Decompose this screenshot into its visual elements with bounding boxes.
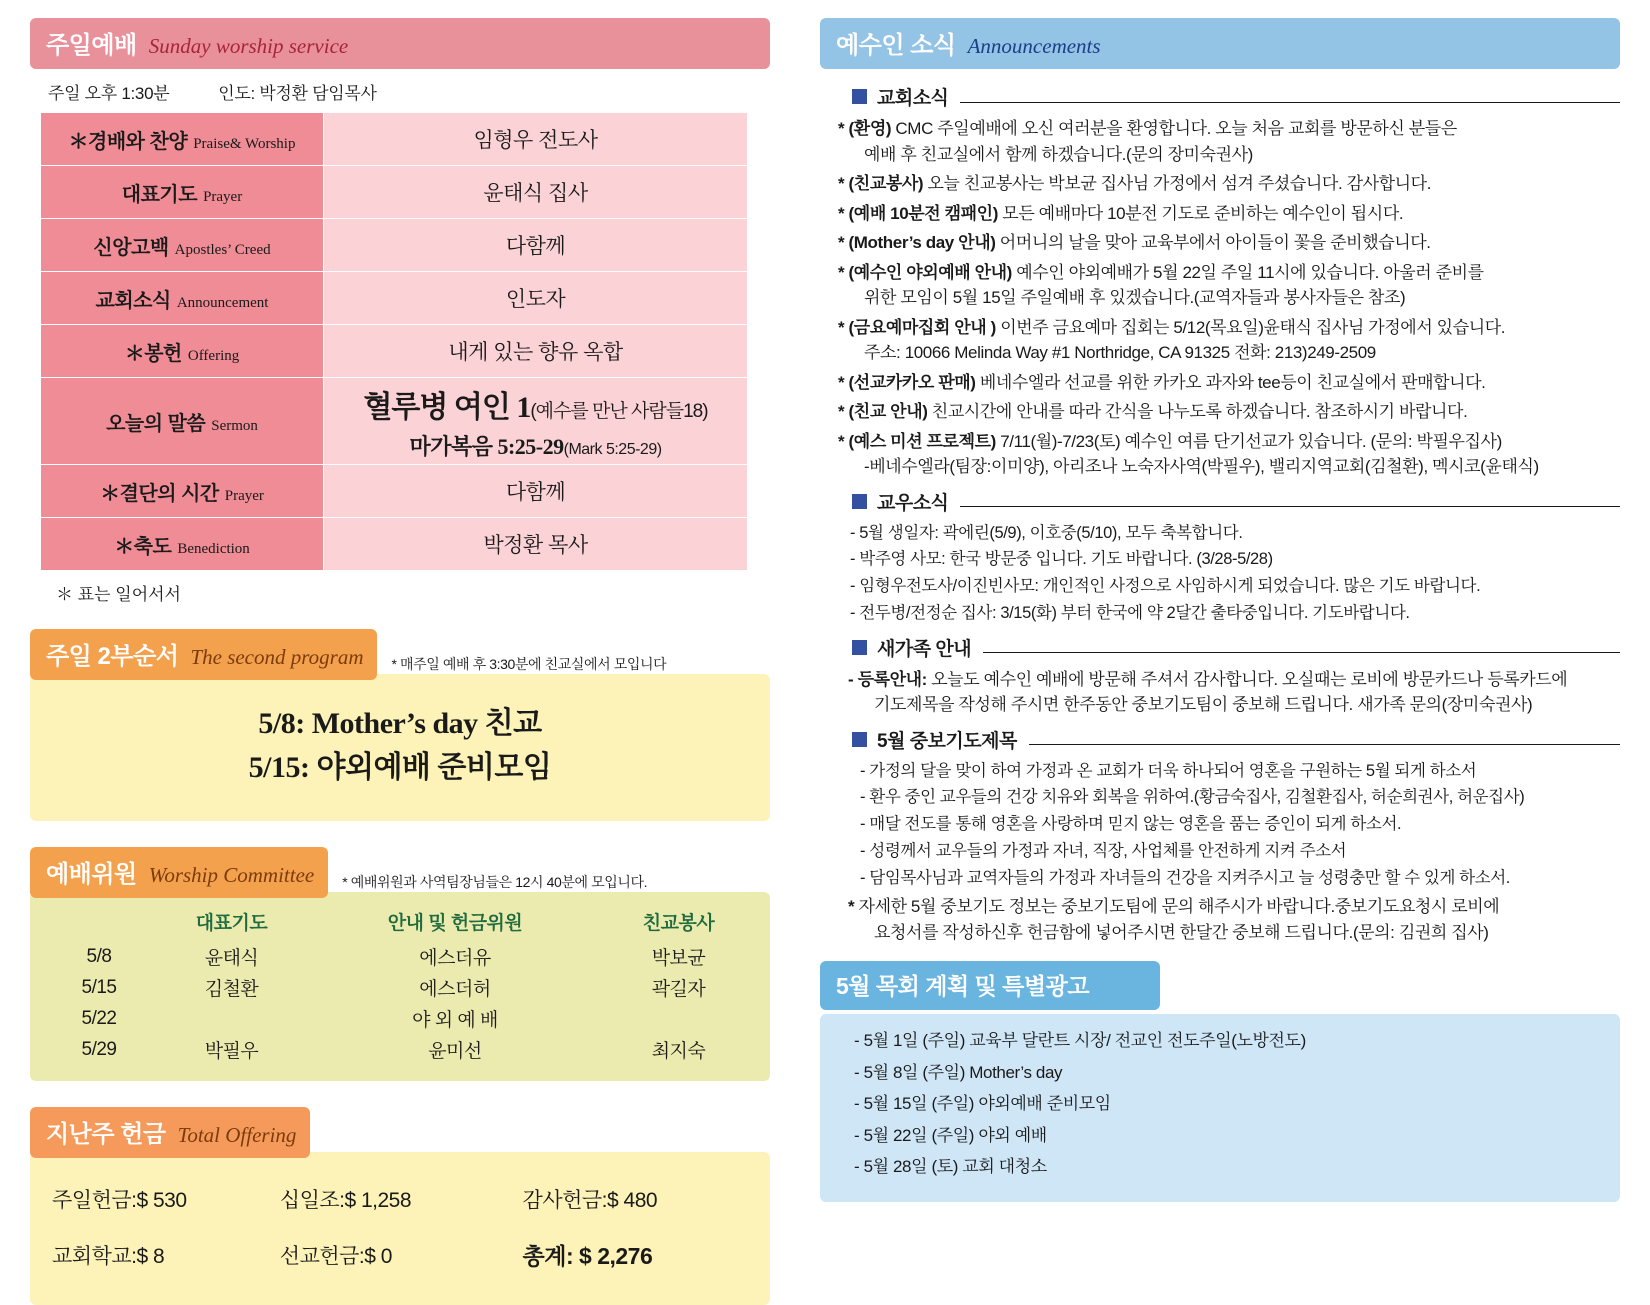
offering-table [52,1172,748,1283]
offering-title-ko: 지난주 헌금 [46,1121,166,1148]
list-item [848,894,1620,945]
list-item [848,667,1620,718]
label-en: Offering [187,347,240,364]
bullet-square-icon [852,732,867,747]
group-heading-text: 새가족 안내 [877,638,972,660]
item-label: * (예수인 야외예배 안내) [838,262,1012,282]
sermon-reference [324,430,747,461]
second-program-note: * 매주일 예배 후 3:30분에 친교실에서 모입니다 [391,656,667,672]
item-label: - 등록안내: [848,669,927,689]
sermon-title-main: 혈루병 여인 1 [363,390,531,424]
item-text: 어머니의 날을 맞아 교육부에서 아이들이 꽃을 준비했습니다. [995,233,1431,252]
committee-title-en: Worship Committee [148,863,315,887]
committee-box [30,892,770,1081]
label-ko: 신앙고백 [93,236,169,259]
group-heading [852,726,1620,753]
list-item [838,399,1620,425]
worship-title-ko: 주일예배 [46,32,137,59]
worship-time: 주일 오후 1:30분 [48,84,170,103]
heading-rule [960,495,1620,507]
table-row [41,272,748,325]
committee-note: * 예배위원과 사역팀장님들은 12시 40분에 모입니다. [342,874,648,890]
bullet-square-icon [852,89,867,104]
worship-row-label [41,518,324,571]
announcements-title-ko: 예수인 소식 [836,32,956,59]
worship-row-label [41,113,324,166]
item-text: 오늘도 예수인 예배에 방문해 주셔서 감사합니다. 오실때는 로비에 방문카드나 등록카드에 [926,669,1568,689]
item-cont: 위한 모임이 5월 15일 주일예배 후 있겠습니다.(교역자들과 봉사자들은 참조) [864,288,1406,307]
table-row [41,166,748,219]
worship-row-value: 임형우 전도사 [324,113,748,166]
offering-total: 총계: $ 2,276 [522,1243,653,1269]
item-label: * (친교 안내) [838,402,928,421]
label-ko: ＊결단의 시간 [100,482,219,505]
item-cont: 예배 후 친교실에서 함께 하겠습니다.(문의 장미숙권사) [864,144,1253,164]
group-church-news [834,83,1620,480]
group-heading-text: 교회소식 [877,88,949,109]
sermon-title-series: (예수를 만난 사람들18) [530,400,708,422]
second-program-title-en: The second program [190,645,364,669]
committee-cell-date: 5/15 [81,976,117,998]
item-text: 오늘 친교봉사는 박보균 집사님 가정에서 섬겨 주셨습니다. 감사합니다. [923,174,1432,193]
table-row [41,518,748,571]
announcements-title-en: Announcements [967,34,1101,58]
list-item: - 성령께서 교우들의 가정과 자녀, 직장, 사업체를 안전하게 지켜 주소서 [860,841,1347,860]
may-plan-box [820,1014,1620,1202]
item-label: * (환영) [838,119,892,138]
worship-title-en: Sunday worship service [148,34,349,58]
list-item [838,230,1620,256]
committee-header [30,847,770,898]
group-heading [852,83,1620,110]
item-label: * (예스 미션 프로젝트) [838,431,996,451]
second-program-section [30,629,770,821]
sermon-value [324,378,748,465]
worship-row-value: 내게 있는 향유 옥합 [324,325,748,378]
table-row [44,941,756,972]
list-item: - 담임목사님과 교역자들의 가정과 자녀들의 건강을 지켜주시고 늘 성령충만 할 수 있게 하소서. [860,868,1510,887]
committee-cell-fellowship: 최지숙 [651,1041,706,1062]
worship-row-value: 다함께 [324,219,748,272]
table-row [41,219,748,272]
bullet-square-icon [852,640,867,655]
item-cont: 주소: 10066 Melinda Way #1 Northridge, CA 91325 전화: 213)249-2509 [864,343,1376,362]
worship-row-value: 윤태식 집사 [324,166,748,219]
list-item: - 5월 생일자: 곽에린(5/9), 이호중(5/10), 모두 축복합니다. [850,523,1243,542]
committee-col-date [44,904,154,941]
offering-section [30,1107,770,1305]
left-column [30,18,770,1305]
item-text: CMC 주일예배에 오신 여러분을 환영합니다. 오늘 처음 교회를 방문하신 분들은 [891,119,1457,138]
worship-section-header [30,18,770,69]
list-item [838,260,1620,311]
list-item [838,171,1620,197]
label-en: Announcement [176,294,269,311]
item-cont: -베네수엘라(팀장:이미양), 아리조나 노숙자사역(박필우), 밸리지역교회(김철환), 멕시코(윤태식) [864,457,1539,476]
committee-cell-usher: 에스더유 [419,948,491,969]
list-item [838,201,1620,227]
item-text: 예수인 야외예배가 5월 22일 주일 11시에 있습니다. 아울러 준비를 [1011,262,1484,282]
committee-cell-prayer: 박필우 [204,1041,259,1062]
table-row [52,1226,748,1283]
list-item: - 5월 28일 (토) 교회 대청소 [854,1157,1047,1177]
label-ko: ＊경배와 찬양 [68,130,188,153]
committee-header-row [44,904,756,941]
committee-cell-usher: 에스더허 [419,979,491,1000]
worship-row-label [41,325,324,378]
item-text: 친교시간에 안내를 따라 간식을 나누도록 하겠습니다. 참조하시기 바랍니다. [927,402,1468,421]
list-item: - 5월 8일 (주일) Mother’s day [854,1062,1063,1082]
committee-title-ko: 예배위원 [46,861,137,888]
second-program-lines [48,690,752,803]
announcements-body [834,83,1620,945]
label-ko: ＊봉헌 [124,342,182,365]
worship-subline [48,79,770,104]
heading-rule [983,641,1620,653]
list-item: - 5월 1일 (주일) 교육부 달란트 시장/ 전교인 전도주일(노방전도) [854,1031,1306,1051]
worship-row-value: 다함께 [324,465,748,518]
item-text: 7/11(월)-7/23(토) 예수인 여름 단기선교가 있습니다. (문의: 박필우집사) [995,431,1502,451]
heading-rule [1029,733,1620,745]
committee-col-prayer: 대표기도 [195,913,268,934]
item-label: * (Mother’s day 안내) [838,233,996,252]
item-text: 자세한 5월 중보기도 정보는 중보기도팀에 문의 해주시가 바랍니다.중보기도요청시 로비에 [854,897,1500,917]
item-label: * (친교봉사) [838,174,924,193]
table-row-sermon [41,378,748,465]
group-member-news [834,488,1620,626]
worship-row-label [41,166,324,219]
committee-section [30,847,770,1081]
committee-cell-fellowship: 곽길자 [651,979,706,1000]
list-item [838,370,1620,396]
second-program-box [30,674,770,821]
label-en: Apostles’ Creed [174,241,271,258]
committee-table [44,904,756,1065]
may-plan-title: 5월 목회 계획 및 특별광고 [836,973,1090,1000]
worship-order-table [40,112,748,571]
group-prayer-topics [834,726,1620,946]
label-ko: 대표기도 [121,183,198,206]
item-cont: 요청서를 작성하신후 헌금함에 넣어주시면 한달간 중보해 드립니다.(문의: 김권희 집사) [874,922,1489,942]
list-item: - 가정의 달을 맞이 하여 가정과 온 교회가 더욱 하나되어 영혼을 구원하는 5월 되게 하소서 [860,761,1477,780]
committee-cell-date: 5/8 [86,945,112,967]
table-row [44,972,756,1003]
table-row [41,325,748,378]
list-item: - 매달 전도를 통해 영혼을 사랑하며 믿지 않는 영혼을 품는 증인이 되게 하소서. [860,815,1402,833]
list-item [838,315,1620,366]
committee-cell-date: 5/29 [81,1038,117,1060]
table-row [41,113,748,166]
table-row [52,1172,748,1226]
label-en: Prayer [203,188,243,205]
list-item [838,429,1620,480]
list-item: - 5월 22일 (주일) 야외 예배 [854,1125,1047,1145]
may-plan-section [820,961,1620,1202]
table-row [41,465,748,518]
committee-cell-usher: 윤미선 [428,1041,482,1062]
worship-row-label [41,272,324,325]
offering-header [30,1107,770,1158]
item-label: * (선교카카오 판매) [838,372,976,392]
label-en: Prayer [224,487,264,504]
committee-cell-prayer: 김철환 [204,979,259,1000]
second-program-line-1: 5/8: Mother’s day 친교 [258,707,542,740]
group-heading [852,488,1620,515]
offering-cell: 십일조:$ 1,258 [279,1189,412,1212]
item-label: * [848,897,855,917]
may-plan-header [820,961,1160,1010]
right-column [820,18,1620,1202]
item-label: * (예배 10분전 캠패인) [838,203,998,223]
item-text: 베네수엘라 선교를 위한 카카오 과자와 tee등이 친교실에서 판매합니다. [975,372,1486,392]
item-text: 모든 예배마다 10분전 기도로 준비하는 예수인이 됩시다. [997,203,1404,223]
offering-cell: 주일헌금:$ 530 [52,1189,187,1212]
item-cont: 기도제목을 작성해 주시면 한주동안 중보기도팀이 중보해 드립니다. 새가족 문의(장미숙권사) [874,695,1533,714]
item-text: 이번주 금요예마 집회는 5/12(목요일)윤태식 집사님 가정에서 있습니다. [995,317,1506,337]
list-item: - 환우 중인 교우들의 건강 치유와 회복을 위하여.(황금숙집사, 김철환집사, 허순희권사, 허운집사) [860,788,1525,807]
sermon-ref-en: (Mark 5:25-29) [563,440,662,458]
label-ko: 교회소식 [95,289,171,312]
committee-col-fellowship: 친교봉사 [642,913,715,934]
group-heading-text: 5월 중보기도제목 [877,730,1017,752]
committee-cell-prayer [154,1003,309,1034]
bullet-square-icon [852,494,867,509]
second-program-line-2: 5/15: 야외예배 준비모임 [248,750,552,784]
committee-cell-prayer: 윤태식 [204,948,259,969]
group-newcomer [834,634,1620,718]
second-program-title-ko: 주일 2부순서 [46,643,179,670]
second-program-header [30,629,770,680]
sermon-ref-ko: 마가복음 5:25-29 [409,433,564,459]
item-label: * (금요예마집회 안내 ) [838,317,996,337]
worship-row-value: 인도자 [324,272,748,325]
sermon-label [41,378,324,465]
worship-row-value: 박정환 목사 [324,518,748,571]
worship-footnote: ＊ 표는 일어서서 [56,585,181,604]
heading-rule [960,91,1620,103]
list-item: - 전두병/전정순 집사: 3/15(화) 부터 한국에 약 2달간 출타중입니다. 기도바랍니다. [850,603,1410,622]
worship-row-label [41,219,324,272]
list-item [838,116,1620,167]
committee-cell-fellowship [601,1003,756,1034]
worship-row-label [41,465,324,518]
table-row [44,1003,756,1034]
label-ko: ＊축도 [114,535,172,558]
committee-cell-fellowship: 박보균 [651,948,706,969]
group-heading [852,634,1620,661]
committee-cell-usher: 야 외 예 배 [412,1010,498,1031]
group-heading-text: 교우소식 [877,492,949,514]
label-en: Sermon [211,417,258,434]
committee-col-usher: 안내 및 헌금위원 [387,913,523,934]
label-ko: 오늘의 말씀 [106,412,206,435]
label-en: Praise& Worship [193,135,296,152]
list-item: - 임형우전도사/이진빈사모: 개인적인 사정으로 사임하시게 되었습니다. 많은 기도 바랍니다. [850,577,1481,595]
offering-cell: 선교헌금:$ 0 [279,1244,392,1268]
offering-title-en: Total Offering [177,1123,297,1147]
committee-cell-date: 5/22 [81,1007,117,1029]
offering-box [30,1152,770,1305]
table-row [44,1034,756,1065]
worship-leader: 인도: 박정환 담임목사 [218,84,377,103]
offering-cell: 교회학교:$ 8 [52,1244,165,1268]
announcements-section-header [820,18,1620,69]
list-item: - 5월 15일 (주일) 야외예배 준비모임 [854,1094,1111,1114]
sermon-title [324,382,747,426]
label-en: Benediction [177,540,250,557]
offering-cell: 감사헌금:$ 480 [522,1189,658,1212]
list-item: - 박주영 사모: 한국 방문중 입니다. 기도 바랍니다. (3/28-5/28) [850,550,1273,569]
